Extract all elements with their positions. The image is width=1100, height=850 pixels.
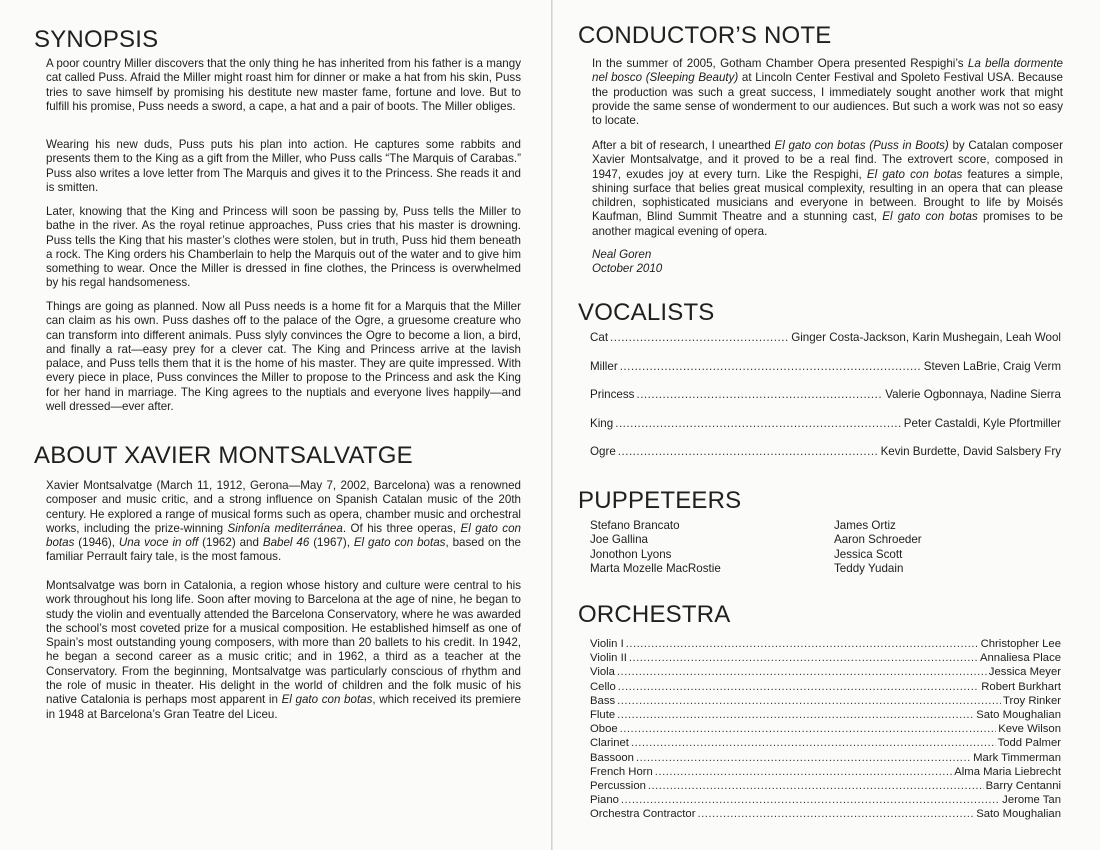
roster-row <box>590 681 1061 693</box>
roster-row <box>590 737 1061 749</box>
about-text: Montsalvatge was born in Catalonia, a region whose history and culture were central to his work throughout his long life. Soon after moving to Barcelona at the age of nine, he began to study the violin and eventually attended the Barcelona Conservatory, where he was awarded the school’s most coveted prize for a musical composition. He established himself as one of Spain’s most outstanding young composers, with more than 20 ballets to his credit. In 1942, he began a second career as a music critic; and in 1962, a third as a teacher at the Conservatory. From the beginning, Montsalvatge was particularly conscious of rhythm and the role of music in theater. His delight in the world of children and the folk music of his native Catalonia is perhaps most apparent in <box>46 579 521 707</box>
about-paragraph-2 <box>46 579 521 722</box>
puppeteer-name: Teddy Yudain <box>834 562 904 576</box>
about-text: (1946), <box>74 536 119 550</box>
about-text: (1962) and <box>198 536 263 550</box>
signature-date: October 2010 <box>592 262 663 276</box>
role-label: Flute <box>590 709 616 721</box>
conductor-text: features a simple, shining surface that belies great musical complexity, resulting in an opera that can please children, sophisticated musicians and everyone in between. Brought to life by Moisés Kaufman, Blind Summit Theatre and a stunning cast, <box>592 167 1063 224</box>
synopsis-paragraph-3: Later, knowing that the King and Princess will soon be passing by, Puss tells the Miller to bathe in the river. As the royal retinue approaches, Puss cries that his master is drowning. Puss tells the King that his master’s clothes were stolen, but in truth, Puss hid them beneath a rock. The King orders his Chamberlain to help the Marquis out of the water and to give him something to wear. Once the Miller is dressed in fine clothes, the Princess is overwhelmed by his regal handsomeness. <box>46 205 521 290</box>
dot-leader <box>648 780 984 792</box>
performer-names: Sato Moughalian <box>976 808 1061 821</box>
performer-names: Todd Palmer <box>997 737 1061 750</box>
puppeteers-column-1 <box>590 519 721 577</box>
roster-row <box>590 417 1061 430</box>
dot-leader <box>618 445 879 458</box>
about-text: . Of his three operas, <box>342 521 461 535</box>
role-label: French Horn <box>590 765 653 778</box>
dot-leader <box>697 808 974 820</box>
dot-leader <box>618 681 980 693</box>
synopsis-heading: SYNOPSIS <box>34 26 159 53</box>
about-text: (1967), <box>309 536 354 550</box>
conductor-heading: CONDUCTOR’S NOTE <box>578 22 832 49</box>
role-label: Princess <box>590 388 635 401</box>
about-paragraph-1 <box>46 479 521 565</box>
dot-leader <box>620 360 922 373</box>
roster-row <box>590 695 1061 707</box>
puppeteer-name: Stefano Brancato <box>590 519 680 532</box>
roster-row <box>590 780 1061 792</box>
performer-names: Peter Castaldi, Kyle Pfortmiller <box>903 416 1061 430</box>
dot-leader <box>615 417 902 430</box>
roster-row <box>590 808 1061 820</box>
role-label: Clarinet <box>590 737 629 750</box>
role-label: Orchestra Contractor <box>590 808 696 821</box>
conductor-text: promises to be another magical evening of opera. <box>592 210 1064 238</box>
role-label: Miller <box>590 359 618 373</box>
puppeteer-name: Marta Mozelle MacRostie <box>590 562 721 576</box>
role-label: Percussion <box>590 780 646 792</box>
orchestra-heading: ORCHESTRA <box>578 601 731 628</box>
conductor-text: After a bit of research, I unearthed <box>592 139 775 152</box>
role-label: Oboe <box>590 723 618 736</box>
about-text: , which received its premiere in 1948 at Barcelona’s Gran Teatre del Liceu. <box>46 693 521 721</box>
puppeteer-name: Joe Gallina <box>590 533 649 547</box>
vocalists-heading: VOCALISTS <box>578 299 715 326</box>
role-label: Viola <box>590 666 615 679</box>
synopsis-paragraph-2: Wearing his new duds, Puss puts his plan into action. He captures some rabbits and presents them to the King as a gift from the Miller, who Puss calls “The Marquis of Carabas.” Puss also writes a love letter from The Marquis and gives it to the Princess. She reads it and is smitten. <box>46 138 521 194</box>
performer-names: Barry Centanni <box>985 780 1061 792</box>
dot-leader <box>636 388 883 401</box>
performer-names: Jessica Meyer <box>988 666 1061 679</box>
conductor-text: at Lincoln Center Festival and Spoleto Festival USA. Because the production was such a great success, I immediately sought another work that might provide the same sense of wonderment to our audiences. But such a work was not so easy to locate. <box>592 71 1063 128</box>
performer-names: Alma Maria Liebrecht <box>954 765 1061 778</box>
performer-names: Steven LaBrie, Craig Verm <box>923 359 1061 373</box>
puppeteer-name: Jessica Scott <box>834 547 903 561</box>
conductor-paragraph-2 <box>592 139 1063 239</box>
roster-row <box>590 638 1061 650</box>
dot-leader <box>610 331 789 344</box>
dot-leader <box>629 652 978 664</box>
conductor-text: by Catalan composer Xavier Montsalvatge, and it proved to be a real find. The extrovert score, composed in 1947, exudes joy at every turn. Like the Respighi, <box>592 139 1063 181</box>
puppeteer-name: Aaron Schroeder <box>834 533 922 547</box>
work-title: El gato con botas <box>46 521 521 550</box>
role-label: Piano <box>590 794 619 807</box>
work-title: El gato con botas <box>866 167 963 181</box>
performer-names: Valerie Ogbonnaya, Nadine Sierra <box>885 388 1061 401</box>
dot-leader <box>626 638 979 650</box>
performer-names: Jerome Tan <box>1002 794 1061 807</box>
performer-names: Mark Timmerman <box>973 751 1061 764</box>
roster-row <box>590 331 1061 344</box>
conductor-signature <box>592 248 1063 277</box>
performer-names: Kevin Burdette, David Salsbery Fry <box>880 445 1061 458</box>
dot-leader <box>620 723 997 735</box>
roster-row <box>590 666 1061 678</box>
roster-row <box>590 388 1061 401</box>
work-title: Sinfonía mediterránea <box>227 521 343 535</box>
role-label: Violin II <box>590 652 627 665</box>
performer-names: Annaliesa Place <box>979 652 1061 665</box>
about-heading: ABOUT XAVIER MONTSALVATGE <box>34 442 413 469</box>
puppeteer-name: James Ortiz <box>834 519 896 532</box>
roster-row <box>590 709 1061 721</box>
role-label: Ogre <box>590 445 616 458</box>
role-label: Bass <box>590 694 616 707</box>
dot-leader <box>655 766 952 778</box>
work-title: La bella dormente nel bosco (Sleeping Beauty) <box>592 57 1063 85</box>
roster-row <box>590 360 1061 373</box>
work-title: El gato con botas <box>281 693 373 707</box>
role-label: King <box>590 416 614 430</box>
dot-leader <box>617 695 1001 707</box>
conductor-text: In the summer of 2005, Gotham Chamber Opera presented Respighi’s <box>592 57 968 70</box>
synopsis-paragraph-4: Things are going as planned. Now all Puss needs is a home fit for a Marquis that the Miller can claim as his own. Puss dashes off to the palace of the Ogre, a gruesome creature who can transform into different animals. Puss slyly convinces the Ogre to become a lion, a bird, and finally a rat—easy prey for a clever cat. The King and Princess arrive at the lavish palace, and Puss tells them that it is the home of his master. They are quite impressed. With every piece in place, Puss convinces the Miller to propose to the Princess and ask the King for her hand in marriage. The King agrees to the nuptials and everyone lives happily—and well dressed—ever after. <box>46 300 521 414</box>
roster-row <box>590 652 1061 664</box>
roster-row <box>590 766 1061 778</box>
about-text: , based on the familiar Perrault fairy tale, is the most famous. <box>46 536 521 564</box>
dot-leader <box>617 666 987 678</box>
role-label: Cat <box>590 331 609 344</box>
role-label: Violin I <box>590 638 624 650</box>
role-label: Cello <box>590 680 616 693</box>
synopsis-paragraph-1: A poor country Miller discovers that the only thing he has inherited from his father is a mangy cat called Puss. Afraid the Miller might roast him for dinner or make a hat from his skin, Puss tries to save himself by promising his destitute new master fame, fortune and love. But to fulfill his promise, Puss needs a sword, a cape, a hat and a pair of boots. The Miller obliges. <box>46 57 521 113</box>
about-text: Xavier Montsalvatge (March 11, 1912, Gerona—May 7, 2002, Barcelona) was a renowned composer and music critic, and a strong influence on Spanish Catalan music of the 20th century. He explored a range of musical forms such as opera, chamber music and orchestral works, including the prize-winning <box>46 479 521 535</box>
roster-row <box>590 723 1061 735</box>
performer-names: Robert Burkhart <box>981 680 1061 693</box>
signature-name: Neal Goren <box>592 248 652 261</box>
puppeteers-column-2 <box>834 519 922 577</box>
performer-names: Keve Wilson <box>998 723 1061 736</box>
performer-names: Christopher Lee <box>980 638 1061 650</box>
puppeteer-name: Jonothon Lyons <box>590 547 672 561</box>
roster-row <box>590 752 1061 764</box>
performer-names: Sato Moughalian <box>976 709 1061 721</box>
performer-names: Ginger Costa-Jackson, Karin Mushegain, Leah Wool <box>791 331 1061 344</box>
performer-names: Troy Rinker <box>1003 694 1061 707</box>
puppeteers-heading: PUPPETEERS <box>578 487 742 514</box>
work-title: Una voce in off <box>118 536 199 550</box>
work-title: El gato con botas <box>353 536 446 550</box>
work-title: Babel 46 <box>262 536 310 550</box>
role-label: Bassoon <box>590 751 634 764</box>
roster-row <box>590 445 1061 458</box>
work-title: El gato con botas <box>882 210 978 224</box>
work-title: El gato con botas (Puss in Boots) <box>774 139 949 152</box>
page-fold <box>551 0 553 850</box>
dot-leader <box>621 794 1000 806</box>
dot-leader <box>631 737 996 749</box>
dot-leader <box>636 752 971 764</box>
conductor-paragraph-1 <box>592 57 1063 128</box>
dot-leader <box>617 709 974 721</box>
roster-row <box>590 794 1061 806</box>
